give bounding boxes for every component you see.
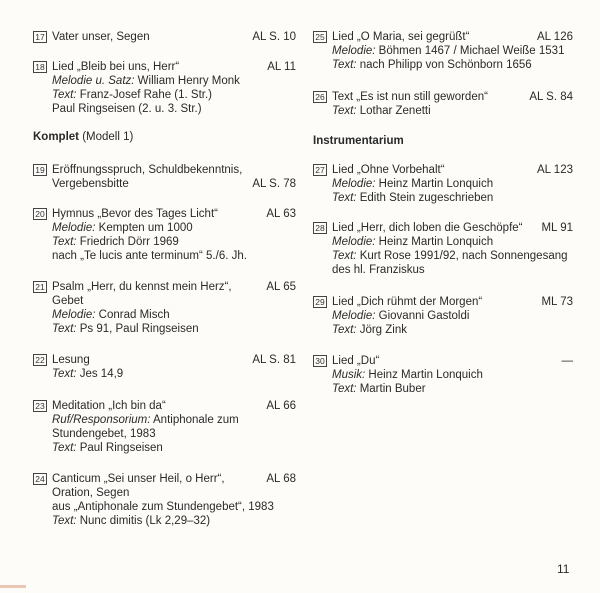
track-number-box: 24 bbox=[33, 473, 47, 485]
program-entry bbox=[33, 280, 296, 336]
detail-text: Martin Buber bbox=[356, 383, 426, 395]
songbook-reference: AL S. 81 bbox=[252, 354, 296, 366]
songbook-reference: AL S. 10 bbox=[252, 31, 296, 43]
detail-text: Eröffnungsspruch, Schuldbekenntnis, bbox=[52, 164, 243, 176]
songbook-reference: AL 65 bbox=[266, 281, 296, 293]
entry-detail bbox=[52, 500, 274, 514]
entry-detail bbox=[332, 235, 493, 249]
section-heading-sub: (Modell 1) bbox=[79, 131, 134, 143]
entry-title bbox=[332, 30, 469, 44]
entry-line bbox=[33, 427, 296, 441]
page-edge-mark bbox=[0, 585, 26, 588]
entry-detail bbox=[332, 368, 483, 382]
entry-line bbox=[33, 472, 296, 486]
songbook-reference: AL 68 bbox=[266, 473, 296, 485]
entry-detail bbox=[52, 221, 193, 235]
detail-label: Text: bbox=[332, 383, 357, 395]
detail-text: Lied „Ohne Vorbehalt“ bbox=[332, 164, 445, 176]
detail-label: Melodie: bbox=[332, 45, 376, 57]
track-number-box: 29 bbox=[313, 296, 327, 308]
track-number-box: 23 bbox=[33, 400, 47, 412]
program-entry bbox=[33, 60, 296, 116]
program-entry bbox=[313, 295, 573, 337]
detail-text: Paul Ringseisen bbox=[76, 442, 163, 454]
entry-detail bbox=[52, 308, 170, 322]
entry-line bbox=[313, 90, 573, 104]
detail-text: nach Philipp von Schönborn 1656 bbox=[356, 59, 532, 71]
section-heading bbox=[313, 134, 404, 148]
program-entry bbox=[33, 399, 296, 455]
detail-text: Kurt Rose 1991/92, nach Sonnengesang bbox=[356, 250, 568, 262]
program-entry bbox=[313, 90, 573, 118]
detail-text: Oration, Segen bbox=[52, 487, 130, 499]
track-number-box: 25 bbox=[313, 31, 327, 43]
songbook-reference: AL 66 bbox=[266, 400, 296, 412]
entry-line bbox=[313, 263, 573, 277]
entry-line bbox=[313, 191, 573, 205]
entry-line bbox=[33, 249, 296, 263]
entry-title bbox=[52, 207, 218, 221]
songbook-reference: AL S. 78 bbox=[252, 178, 296, 190]
program-entry bbox=[313, 221, 573, 277]
detail-text: Meditation „Ich bin da“ bbox=[52, 400, 166, 412]
entry-title bbox=[332, 221, 523, 235]
entry-title bbox=[52, 472, 225, 486]
detail-text: Edith Stein zugeschrieben bbox=[356, 192, 494, 204]
entry-detail bbox=[332, 249, 568, 263]
songbook-reference: AL 123 bbox=[536, 164, 573, 176]
detail-label: Text: bbox=[52, 515, 77, 527]
track-number-box: 27 bbox=[313, 164, 327, 176]
detail-text: Antiphonale zum bbox=[150, 414, 239, 426]
entry-detail bbox=[52, 413, 239, 427]
entry-detail bbox=[332, 177, 493, 191]
program-entry bbox=[33, 353, 296, 381]
entry-title bbox=[332, 90, 488, 104]
program-entry bbox=[313, 30, 573, 72]
entry-title bbox=[52, 399, 166, 413]
detail-text: Lied „Herr, dich loben die Geschöpfe“ bbox=[332, 222, 523, 234]
entry-line bbox=[33, 294, 296, 308]
detail-label: Melodie u. Satz: bbox=[52, 75, 135, 87]
entry-line bbox=[33, 177, 296, 191]
detail-text: Lied „Dich rühmt der Morgen“ bbox=[332, 296, 483, 308]
entry-line bbox=[313, 354, 573, 368]
detail-label: Text: bbox=[332, 250, 357, 262]
entry-line bbox=[313, 368, 573, 382]
entry-title bbox=[52, 353, 90, 367]
program-entry bbox=[33, 163, 296, 191]
entry-line bbox=[33, 441, 296, 455]
detail-text: des hl. Franziskus bbox=[332, 264, 425, 276]
program-entry bbox=[313, 163, 573, 205]
entry-line bbox=[313, 104, 573, 118]
detail-text: Giovanni Gastoldi bbox=[375, 310, 470, 322]
section-heading-text: Komplet bbox=[33, 131, 79, 143]
detail-text: Hymnus „Bevor des Tages Licht“ bbox=[52, 208, 218, 220]
entry-line bbox=[33, 280, 296, 294]
entry-line bbox=[313, 295, 573, 309]
detail-label: Text: bbox=[52, 323, 77, 335]
track-number-box: 18 bbox=[33, 61, 47, 73]
detail-text: Canticum „Sei unser Heil, o Herr“, bbox=[52, 473, 225, 485]
track-number-box: 20 bbox=[33, 208, 47, 220]
detail-text: Kempten um 1000 bbox=[95, 222, 193, 234]
entry-title bbox=[52, 280, 232, 294]
program-entry bbox=[313, 354, 573, 396]
entry-line bbox=[33, 30, 296, 44]
entry-line bbox=[313, 30, 573, 44]
detail-label: Ruf/Responsorium: bbox=[52, 414, 151, 426]
songbook-reference: ML 91 bbox=[541, 222, 573, 234]
track-number-box: 30 bbox=[313, 355, 327, 367]
detail-text: Nunc dimitis (Lk 2,29–32) bbox=[76, 515, 211, 527]
detail-label: Text: bbox=[52, 442, 77, 454]
songbook-reference: — bbox=[561, 355, 573, 367]
entry-line bbox=[33, 514, 296, 528]
entry-detail bbox=[332, 309, 469, 323]
detail-label: Text: bbox=[332, 324, 357, 336]
detail-text: Franz-Josef Rahe (1. Str.) bbox=[76, 89, 213, 101]
entry-detail bbox=[52, 74, 240, 88]
detail-text: aus „Antiphonale zum Stundengebet“, 1983 bbox=[52, 501, 274, 513]
entry-title bbox=[52, 163, 242, 177]
entry-title bbox=[332, 354, 379, 368]
entry-line bbox=[313, 163, 573, 177]
detail-text: Lied „Bleib bei uns, Herr“ bbox=[52, 61, 180, 73]
entry-line bbox=[33, 60, 296, 74]
entry-line bbox=[33, 308, 296, 322]
detail-text: Lesung bbox=[52, 354, 90, 366]
entry-line bbox=[33, 413, 296, 427]
entry-detail bbox=[332, 58, 532, 72]
track-number-box: 26 bbox=[313, 91, 327, 103]
entry-line bbox=[313, 249, 573, 263]
entry-detail bbox=[52, 102, 202, 116]
detail-label: Text: bbox=[332, 105, 357, 117]
entry-line bbox=[33, 221, 296, 235]
detail-label: Text: bbox=[332, 192, 357, 204]
entry-detail bbox=[332, 191, 493, 205]
entry-title bbox=[332, 163, 445, 177]
detail-text: Ps 91, Paul Ringseisen bbox=[76, 323, 199, 335]
entry-detail bbox=[52, 294, 83, 308]
section-heading-text: Instrumentarium bbox=[313, 135, 404, 147]
entry-line bbox=[33, 235, 296, 249]
detail-label: Melodie: bbox=[332, 178, 376, 190]
detail-text: Jörg Zink bbox=[356, 324, 408, 336]
detail-text: Stundengebet, 1983 bbox=[52, 428, 156, 440]
songbook-reference: ML 73 bbox=[541, 296, 573, 308]
entry-detail bbox=[52, 427, 156, 441]
detail-text: Friedrich Dörr 1969 bbox=[76, 236, 179, 248]
entry-line bbox=[313, 235, 573, 249]
detail-text: Psalm „Herr, du kennst mein Herz“, bbox=[52, 281, 232, 293]
detail-label: Text: bbox=[332, 59, 357, 71]
entry-detail bbox=[332, 44, 564, 58]
entry-line bbox=[313, 58, 573, 72]
entry-line bbox=[33, 207, 296, 221]
detail-text: Vater unser, Segen bbox=[52, 31, 150, 43]
detail-label: Melodie: bbox=[52, 222, 96, 234]
detail-text: nach „Te lucis ante terminum“ 5./6. Jh. bbox=[52, 250, 247, 262]
section-heading bbox=[33, 130, 133, 144]
entry-line bbox=[33, 500, 296, 514]
program-entry bbox=[33, 207, 296, 263]
track-number-box: 21 bbox=[33, 281, 47, 293]
detail-label: Melodie: bbox=[332, 310, 376, 322]
track-number-box: 17 bbox=[33, 31, 47, 43]
detail-label: Musik: bbox=[332, 369, 366, 381]
detail-text: Text „Es ist nun still geworden“ bbox=[332, 91, 488, 103]
entry-detail bbox=[332, 323, 407, 337]
entry-detail bbox=[52, 486, 129, 500]
entry-detail bbox=[52, 441, 163, 455]
entry-detail bbox=[332, 382, 426, 396]
entry-detail bbox=[52, 235, 179, 249]
detail-label: Text: bbox=[52, 368, 77, 380]
entry-line bbox=[33, 74, 296, 88]
entry-line bbox=[313, 382, 573, 396]
detail-text: Gebet bbox=[52, 295, 84, 307]
entry-line bbox=[313, 309, 573, 323]
detail-text: Lied „O Maria, sei gegrüßt“ bbox=[332, 31, 470, 43]
track-number-box: 19 bbox=[33, 164, 47, 176]
entry-detail bbox=[52, 88, 212, 102]
entry-line bbox=[33, 367, 296, 381]
detail-text: Heinz Martin Lonquich bbox=[375, 178, 494, 190]
entry-detail bbox=[52, 322, 199, 336]
entry-line bbox=[313, 44, 573, 58]
detail-text: Böhmen 1467 / Michael Weiße 1531 bbox=[375, 45, 565, 57]
songbook-reference: AL 126 bbox=[536, 31, 573, 43]
detail-text: Conrad Misch bbox=[95, 309, 170, 321]
detail-text: Vergebensbitte bbox=[52, 178, 129, 190]
entry-detail bbox=[332, 263, 425, 277]
entry-line bbox=[33, 322, 296, 336]
entry-detail bbox=[52, 177, 129, 191]
entry-title bbox=[52, 30, 150, 44]
program-entry bbox=[33, 472, 296, 528]
entry-line bbox=[33, 88, 296, 102]
songbook-reference: AL S. 84 bbox=[529, 91, 573, 103]
program-entry bbox=[33, 30, 296, 44]
entry-line bbox=[33, 486, 296, 500]
entry-detail bbox=[52, 249, 247, 263]
songbook-reference: AL 11 bbox=[267, 61, 296, 73]
entry-line bbox=[313, 221, 573, 235]
detail-text: William Henry Monk bbox=[134, 75, 240, 87]
page-number: 11 bbox=[557, 562, 570, 576]
detail-label: Text: bbox=[52, 89, 77, 101]
entry-detail bbox=[332, 104, 431, 118]
entry-line bbox=[33, 102, 296, 116]
entry-line bbox=[313, 177, 573, 191]
detail-label: Melodie: bbox=[52, 309, 96, 321]
entry-title bbox=[332, 295, 482, 309]
entry-line bbox=[33, 163, 296, 177]
detail-text: Heinz Martin Lonquich bbox=[375, 236, 494, 248]
songbook-reference: AL 63 bbox=[266, 208, 296, 220]
entry-line bbox=[313, 323, 573, 337]
entry-line bbox=[33, 353, 296, 367]
detail-text: Lied „Du“ bbox=[332, 355, 380, 367]
detail-label: Text: bbox=[52, 236, 77, 248]
detail-text: Paul Ringseisen (2. u. 3. Str.) bbox=[52, 103, 202, 115]
entry-title bbox=[52, 60, 179, 74]
entry-line bbox=[33, 399, 296, 413]
detail-text: Lothar Zenetti bbox=[356, 105, 431, 117]
detail-text: Heinz Martin Lonquich bbox=[365, 369, 483, 381]
track-number-box: 28 bbox=[313, 222, 327, 234]
detail-text: Jes 14,9 bbox=[76, 368, 124, 380]
entry-detail bbox=[52, 367, 123, 381]
entry-detail bbox=[52, 514, 210, 528]
detail-label: Melodie: bbox=[332, 236, 376, 248]
track-number-box: 22 bbox=[33, 354, 47, 366]
